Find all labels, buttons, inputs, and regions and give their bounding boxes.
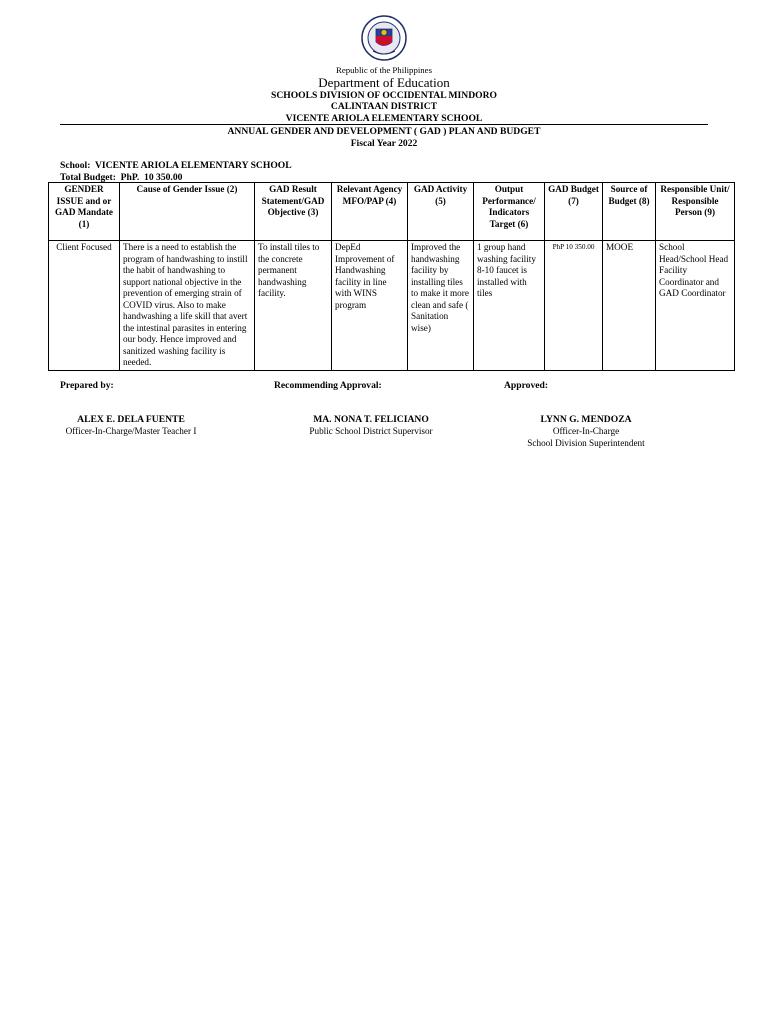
cell-mfo-pap: DepEd Improvement of Handwashing facility in line with WINS program: [332, 241, 408, 371]
deped-seal-icon: [361, 15, 407, 61]
header-budget-source: Source of Budget (8): [603, 183, 656, 241]
header-cause: Cause of Gender Issue (2): [120, 183, 255, 241]
approved-title-line-2: School Division Superintendent: [527, 437, 645, 448]
prepared-by-label: Prepared by:: [60, 380, 114, 391]
header-gad-budget: GAD Budget (7): [545, 183, 603, 241]
school-line: VICENTE ARIOLA ELEMENTARY SCHOOL: [285, 112, 483, 124]
cell-responsible: School Head/School Head Facility Coordinator and GAD Coordinator: [656, 241, 735, 371]
header-result-statement: GAD Result Statement/GAD Objective (3): [255, 183, 332, 241]
district-line: CALINTAAN DISTRICT: [330, 101, 438, 113]
header-mfo-pap: Relevant Agency MFO/PAP (4): [332, 183, 408, 241]
school-info: [60, 160, 292, 183]
cell-cause: There is a need to establish the program of handwashing to instill the habit of handwashing to support national objective in the prevention of emerging strain of COVID virus. Also to make handwashing a life skill that avert the intestinal parasites in entering our body. Hence improved and sanitized washing facility is needed.: [120, 241, 255, 371]
prepared-by-title: Officer-In-Charge/Master Teacher I: [65, 426, 197, 436]
letterhead: [0, 65, 768, 124]
republic-line: Republic of the Philippines: [335, 65, 433, 75]
cell-result-statement: To install tiles to the concrete permanent handwashing facility.: [255, 241, 332, 371]
recommending-name: MA. NONA T. FELICIANO: [313, 414, 429, 425]
cell-budget-source: MOOE: [603, 241, 656, 371]
cell-output-indicators: 1 group hand washing facility 8-10 faucet is installed with tiles: [474, 241, 545, 371]
table-row: [49, 241, 735, 371]
approved-title-line-1: Officer-In-Charge: [552, 426, 620, 436]
header-responsible: Responsible Unit/ Responsible Person (9): [656, 183, 735, 241]
gad-plan-table: [48, 182, 735, 371]
recommending-title: Public School District Supervisor: [309, 426, 433, 436]
cell-gender-issue: Client Focused: [49, 241, 120, 371]
approved-title-block: [496, 426, 676, 449]
approved-name: LYNN G. MENDOZA: [540, 414, 632, 425]
header-gender-issue: GENDER ISSUE and or GAD Mandate (1): [49, 183, 120, 241]
prepared-by-name: ALEX E. DELA FUENTE: [77, 414, 185, 425]
header-divider: [60, 124, 708, 125]
recommending-approval-label: Recommending Approval:: [274, 380, 382, 391]
department-line: Department of Education: [318, 75, 450, 91]
division-line: SCHOOLS DIVISION OF OCCIDENTAL MINDORO: [270, 90, 498, 102]
table-header-row: [49, 183, 735, 241]
header-gad-activity: GAD Activity (5): [408, 183, 474, 241]
plan-title: ANNUAL GENDER AND DEVELOPMENT ( GAD ) PLAN AND BUDGET: [227, 126, 541, 137]
header-output-indicators: Output Performance/ Indicators Target (6): [474, 183, 545, 241]
cell-gad-budget: PhP 10 350.00: [545, 241, 603, 371]
school-name-line: School: VICENTE ARIOLA ELEMENTARY SCHOOL: [60, 160, 292, 171]
fiscal-year: Fiscal Year 2022: [350, 137, 418, 149]
cell-gad-activity: Improved the handwashing facility by installing tiles to make it more clean and safe ( Sanitation wise): [408, 241, 474, 371]
total-budget-line: Total Budget: PhP. 10 350.00: [60, 171, 183, 183]
approved-label: Approved:: [504, 380, 549, 391]
plan-title-block: [0, 126, 768, 149]
